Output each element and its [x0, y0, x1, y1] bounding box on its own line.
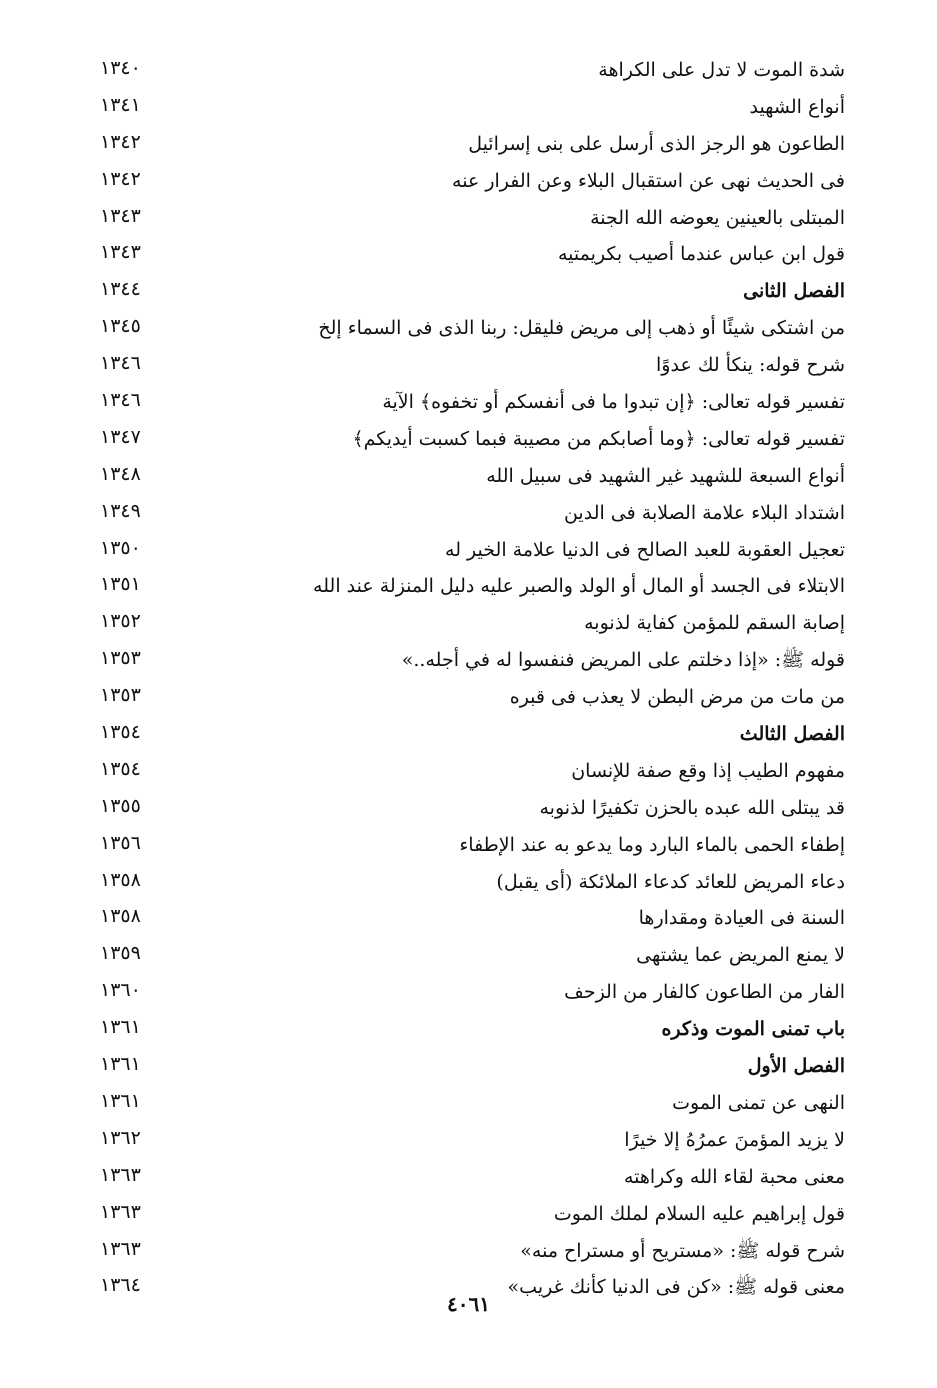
entry-title: قد يبتلى الله عبده بالحزن تكفيرًا لذنوبه [539, 796, 845, 819]
entry-page-number: ١٣٥٦ [100, 831, 141, 854]
entry-title: شرح قوله ﷺ: «مستريح أو مستراح منه» [520, 1239, 845, 1262]
index-entry-row [0, 974, 937, 1011]
entry-title: لا يزيد المؤمنَ عمرُهُ إلا خيرًا [624, 1128, 845, 1151]
entry-title: اشتداد البلاء علامة الصلابة فى الدين [563, 501, 845, 524]
index-entry-row [0, 495, 937, 532]
entry-title: معنى محبة لقاء الله وكراهته [623, 1165, 845, 1188]
entry-page-number: ١٣٥٨ [100, 905, 141, 928]
entry-page-number: ١٣٤٢ [100, 130, 141, 153]
entry-title: مفهوم الطيب إذا وقع صفة للإنسان [571, 759, 845, 782]
entry-page-number: ١٣٦٠ [100, 979, 141, 1002]
entry-title: شرح قوله: ينكأ لك عدوًا [656, 354, 845, 377]
entry-title: الفار من الطاعون كالفار من الزحف [564, 981, 845, 1004]
index-entry-row [0, 347, 937, 384]
entry-page-number: ١٣٥١ [100, 573, 141, 596]
entry-title: لا يمنع المريض عما يشتهى [636, 944, 845, 967]
index-entry-row [0, 642, 937, 679]
entry-title: تعجيل العقوبة للعبد الصالح فى الدنيا علامة الخير له [445, 538, 845, 561]
index-heading-row [0, 716, 937, 753]
index-entry-row [0, 89, 937, 126]
entry-page-number: ١٣٤٦ [100, 352, 141, 375]
index-entry-row [0, 827, 937, 864]
entry-page-number: ١٣٤٧ [100, 425, 141, 448]
entry-page-number: ١٣٦١ [100, 1016, 141, 1039]
section-heading: باب تمنى الموت وذكره [661, 1018, 845, 1041]
index-entry-row [0, 532, 937, 569]
entry-title: الابتلاء فى الجسد أو المال أو الولد والصبر عليه دليل المنزلة عند الله [313, 575, 845, 598]
entry-page-number: ١٣٦٣ [100, 1237, 141, 1260]
index-entry-row [0, 790, 937, 827]
section-heading: الفصل الأول [747, 1055, 845, 1078]
entry-page-number: ١٣٤٨ [100, 462, 141, 485]
section-heading: الفصل الثالث [739, 723, 845, 746]
entry-page-number: ١٣٤٩ [100, 499, 141, 522]
entry-title: أنواع الشهيد [749, 95, 845, 118]
index-entry-row [0, 1085, 937, 1122]
entry-title: النهى عن تمنى الموت [672, 1091, 845, 1114]
entry-page-number: ١٣٦١ [100, 1053, 141, 1076]
index-entry-row [0, 753, 937, 790]
index-entry-row [0, 458, 937, 495]
section-heading: الفصل الثانى [743, 280, 845, 303]
index-list [0, 52, 937, 1306]
entry-title: قول إبراهيم عليه السلام لملك الموت [553, 1202, 845, 1225]
index-entry-row [0, 568, 937, 605]
entry-title: إطفاء الحمى بالماء البارد وما يدعو به عند الإطفاء [459, 833, 845, 856]
entry-title: المبتلى بالعينين يعوضه الله الجنة [590, 206, 845, 229]
index-entry-row [0, 1233, 937, 1270]
entry-page-number: ١٣٤٤ [100, 278, 141, 301]
entry-title: من مات من مرض البطن لا يعذب فى قبره [509, 686, 845, 709]
index-entry-row [0, 864, 937, 901]
index-entry-row [0, 679, 937, 716]
entry-title: الطاعون هو الرجز الذى أرسل على بنى إسرائيل [468, 132, 845, 155]
index-entry-row [0, 1122, 937, 1159]
index-entry-row [0, 310, 937, 347]
index-entry-row [0, 163, 937, 200]
entry-page-number: ١٣٥٣ [100, 684, 141, 707]
entry-title: شدة الموت لا تدل على الكراهة [598, 59, 845, 81]
entry-page-number: ١٣٥٩ [100, 942, 141, 965]
index-entry-row [0, 384, 937, 421]
index-entry-row [0, 1196, 937, 1233]
entry-page-number: ١٣٤١ [100, 93, 141, 116]
entry-title: معنى قوله ﷺ: «كن فى الدنيا كأنك غريب» [507, 1276, 845, 1299]
entry-page-number: ١٣٥٠ [100, 536, 141, 559]
entry-page-number: ١٣٦٣ [100, 1163, 141, 1186]
entry-page-number: ١٣٤٠ [100, 57, 141, 79]
entry-page-number: ١٣٦٤ [100, 1274, 141, 1297]
index-entry-row [0, 126, 937, 163]
entry-title: تفسير قوله تعالى: ﴿إن تبدوا ما فى أنفسكم أو تخفوه﴾ الآية [382, 391, 845, 414]
entry-page-number: ١٣٥٤ [100, 721, 141, 744]
entry-title: السنة فى العيادة ومقدارها [638, 907, 845, 930]
entry-page-number: ١٣٤٦ [100, 389, 141, 412]
index-entry-row [0, 937, 937, 974]
index-entry-row [0, 1159, 937, 1196]
index-heading-row [0, 273, 937, 310]
entry-title: من اشتكى شيئًا أو ذهب إلى مريض فليقل: ربنا الذى فى السماء إلخ [318, 317, 845, 340]
index-entry-row [0, 900, 937, 937]
entry-page-number: ١٣٥٤ [100, 757, 141, 780]
entry-title: قوله ﷺ: «إذا دخلتم على المريض فنفسوا له في أجله..» [401, 649, 845, 672]
index-entry-row [0, 200, 937, 237]
entry-page-number: ١٣٤٣ [100, 241, 141, 264]
entry-page-number: ١٣٦٣ [100, 1200, 141, 1223]
entry-title: أنواع السبعة للشهيد غير الشهيد فى سبيل الله [486, 464, 845, 487]
entry-page-number: ١٣٥٥ [100, 794, 141, 817]
page-number: ٤٠٦١ [447, 1292, 490, 1316]
entry-page-number: ١٣٥٨ [100, 868, 141, 891]
entry-page-number: ١٣٦١ [100, 1089, 141, 1112]
index-entry-row [0, 52, 937, 89]
index-entry-row [0, 421, 937, 458]
index-entry-row [0, 605, 937, 642]
entry-page-number: ١٣٥٣ [100, 647, 141, 670]
entry-title: دعاء المريض للعائد كدعاء الملائكة (أى يقبل) [496, 870, 845, 893]
entry-title: تفسير قوله تعالى: ﴿وما أصابكم من مصيبة فبما كسبت أيديكم﴾ [352, 427, 845, 450]
index-heading-row [0, 1011, 937, 1048]
entry-page-number: ١٣٤٢ [100, 167, 141, 190]
index-entry-row [0, 236, 937, 273]
entry-title: قول ابن عباس عندما أصيب بكريمتيه [558, 243, 845, 266]
entry-page-number: ١٣٤٣ [100, 204, 141, 227]
entry-title: فى الحديث نهى عن استقبال البلاء وعن الفرار عنه [452, 169, 845, 192]
entry-title: إصابة السقم للمؤمن كفاية لذنوبه [584, 612, 845, 635]
index-heading-row [0, 1048, 937, 1085]
entry-page-number: ١٣٤٥ [100, 315, 141, 338]
entry-page-number: ١٣٦٢ [100, 1126, 141, 1149]
entry-page-number: ١٣٥٢ [100, 610, 141, 633]
